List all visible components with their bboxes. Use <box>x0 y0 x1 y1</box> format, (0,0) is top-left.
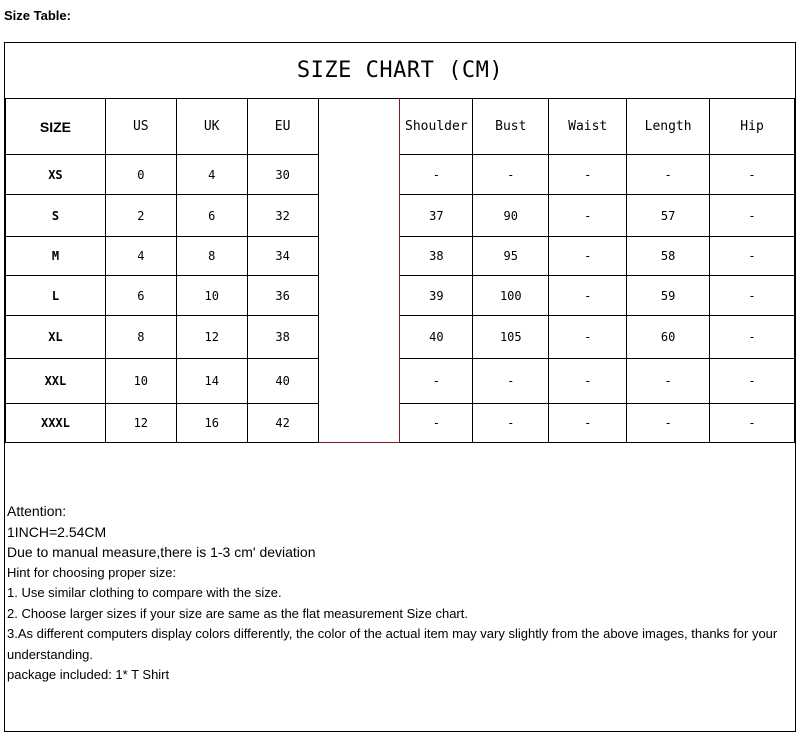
cell-length: - <box>627 359 710 404</box>
column-header-spacer <box>318 99 400 155</box>
size-chart-frame <box>4 42 796 732</box>
cell-uk: 4 <box>176 155 247 195</box>
cell-spacer <box>318 237 400 276</box>
cell-eu: 42 <box>247 404 318 443</box>
cell-size: M <box>6 237 106 276</box>
table-row <box>6 155 795 195</box>
column-header-uk: UK <box>176 99 247 155</box>
table-row <box>6 404 795 443</box>
cell-us: 2 <box>105 195 176 237</box>
cell-hip: - <box>710 276 795 316</box>
cell-shoulder: 39 <box>400 276 473 316</box>
cell-spacer <box>318 404 400 443</box>
cell-hip: - <box>710 155 795 195</box>
cell-shoulder: 37 <box>400 195 473 237</box>
cell-us: 8 <box>105 316 176 359</box>
cell-bust: 90 <box>473 195 549 237</box>
cell-eu: 32 <box>247 195 318 237</box>
column-header-length: Length <box>627 99 710 155</box>
cell-size: XXL <box>6 359 106 404</box>
notes-tip-3: 3.As different computers display colors differently, the color of the actual item may vary slightly from the above images, thanks for your understanding. <box>7 626 778 662</box>
column-header-waist: Waist <box>549 99 627 155</box>
cell-length: - <box>627 155 710 195</box>
cell-length: 57 <box>627 195 710 237</box>
cell-us: 12 <box>105 404 176 443</box>
cell-eu: 36 <box>247 276 318 316</box>
cell-shoulder: - <box>400 359 473 404</box>
cell-bust: 95 <box>473 237 549 276</box>
column-header-bust: Bust <box>473 99 549 155</box>
notes-tip-2: 2. Choose larger sizes if your size are same as the flat measurement Size chart. <box>7 605 468 621</box>
cell-uk: 6 <box>176 195 247 237</box>
notes-attention: Attention: <box>7 503 67 519</box>
table-row <box>6 237 795 276</box>
cell-shoulder: 38 <box>400 237 473 276</box>
cell-waist: - <box>549 237 627 276</box>
page-label: Size Table: <box>4 8 71 23</box>
column-header-hip: Hip <box>710 99 795 155</box>
notes-inch-conversion: 1INCH=2.54CM <box>7 523 107 540</box>
cell-bust: - <box>473 155 549 195</box>
size-table <box>5 98 795 443</box>
column-header-shoulder: Shoulder <box>400 99 473 155</box>
table-row <box>6 316 795 359</box>
cell-eu: 34 <box>247 237 318 276</box>
cell-waist: - <box>549 195 627 237</box>
notes-section <box>7 501 795 686</box>
chart-title: SIZE CHART (CM) <box>5 43 795 99</box>
cell-size: XS <box>6 155 106 195</box>
cell-spacer <box>318 316 400 359</box>
notes-tip-1: 1. Use similar clothing to compare with the size. <box>7 585 282 600</box>
cell-size: XXXL <box>6 404 106 443</box>
cell-eu: 40 <box>247 359 318 404</box>
cell-size: XL <box>6 316 106 359</box>
cell-bust: 105 <box>473 316 549 359</box>
column-header-size: SIZE <box>6 99 106 155</box>
cell-shoulder: - <box>400 155 473 195</box>
cell-size: L <box>6 276 106 316</box>
cell-length: 60 <box>627 316 710 359</box>
table-row <box>6 276 795 316</box>
table-row <box>6 359 795 404</box>
cell-us: 4 <box>105 237 176 276</box>
cell-uk: 16 <box>176 404 247 443</box>
cell-length: - <box>627 404 710 443</box>
cell-uk: 12 <box>176 316 247 359</box>
cell-spacer <box>318 195 400 237</box>
cell-bust: 100 <box>473 276 549 316</box>
cell-bust: - <box>473 404 549 443</box>
cell-uk: 14 <box>176 359 247 404</box>
cell-size: S <box>6 195 106 237</box>
cell-waist: - <box>549 404 627 443</box>
column-header-eu: EU <box>247 99 318 155</box>
cell-waist: - <box>549 155 627 195</box>
cell-hip: - <box>710 316 795 359</box>
notes-package: package included: 1* T Shirt <box>7 667 170 682</box>
table-header-row <box>6 99 795 155</box>
cell-uk: 8 <box>176 237 247 276</box>
cell-shoulder: 40 <box>400 316 473 359</box>
cell-shoulder: - <box>400 404 473 443</box>
column-header-us: US <box>105 99 176 155</box>
cell-bust: - <box>473 359 549 404</box>
cell-eu: 38 <box>247 316 318 359</box>
cell-us: 6 <box>105 276 176 316</box>
cell-spacer <box>318 155 400 195</box>
cell-hip: - <box>710 404 795 443</box>
cell-hip: - <box>710 359 795 404</box>
notes-hint: Hint for choosing proper size: <box>7 564 177 580</box>
cell-hip: - <box>710 237 795 276</box>
cell-eu: 30 <box>247 155 318 195</box>
cell-waist: - <box>549 276 627 316</box>
cell-spacer <box>318 276 400 316</box>
cell-waist: - <box>549 316 627 359</box>
notes-deviation: Due to manual measure,there is 1-3 cm' deviation <box>7 544 316 560</box>
cell-length: 58 <box>627 237 710 276</box>
cell-us: 10 <box>105 359 176 404</box>
table-row <box>6 195 795 237</box>
cell-waist: - <box>549 359 627 404</box>
cell-uk: 10 <box>176 276 247 316</box>
cell-length: 59 <box>627 276 710 316</box>
cell-spacer <box>318 359 400 404</box>
cell-us: 0 <box>105 155 176 195</box>
cell-hip: - <box>710 195 795 237</box>
